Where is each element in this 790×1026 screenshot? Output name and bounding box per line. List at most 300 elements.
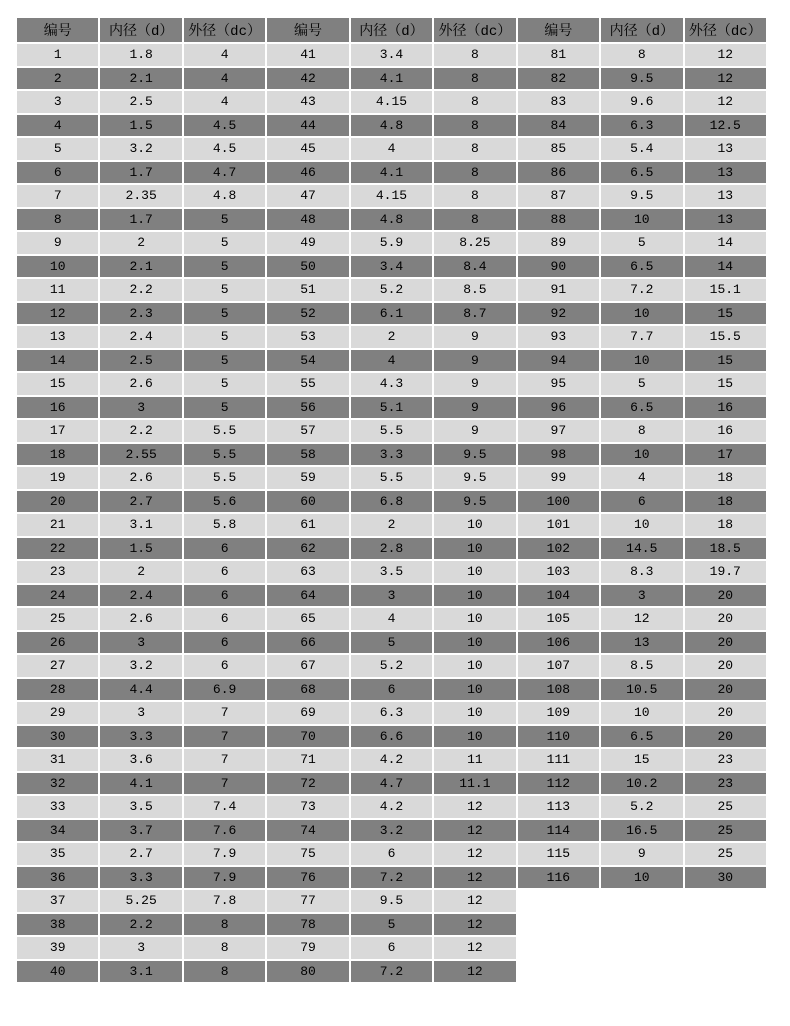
row-number-cell: 85 [518,138,599,160]
outer-diameter-cell: 8.4 [434,256,515,278]
outer-diameter-cell: 6 [184,585,265,607]
row-number-cell: 26 [17,632,98,654]
inner-diameter-cell: 3.5 [100,796,181,818]
inner-diameter-cell: 9.5 [351,890,432,912]
row-number-cell: 106 [518,632,599,654]
row-number-cell: 57 [267,420,348,442]
row-number-cell: 116 [518,867,599,889]
row-number-cell: 67 [267,655,348,677]
inner-diameter-cell: 5.2 [351,655,432,677]
table-row [17,303,766,325]
inner-diameter-cell: 3.2 [100,655,181,677]
outer-diameter-cell: 19.7 [685,561,767,583]
row-number-cell: 113 [518,796,599,818]
row-number-cell: 1 [17,44,98,66]
inner-diameter-cell: 2 [351,326,432,348]
outer-diameter-cell: 9.5 [434,491,515,513]
outer-diameter-cell: 12 [434,914,515,936]
outer-diameter-cell: 5.8 [184,514,265,536]
row-number-cell: 60 [267,491,348,513]
outer-diameter-cell: 11.1 [434,773,515,795]
inner-diameter-cell: 4 [351,350,432,372]
row-number-cell: 75 [267,843,348,865]
row-number-cell: 95 [518,373,599,395]
row-number-cell: 68 [267,679,348,701]
outer-diameter-cell: 9 [434,397,515,419]
inner-diameter-cell: 3.6 [100,749,181,771]
inner-diameter-cell: 4.8 [351,209,432,231]
col-header-inner-diameter-3: 内径（d） [601,18,682,42]
row-number-cell: 48 [267,209,348,231]
outer-diameter-cell: 8 [434,162,515,184]
inner-diameter-cell: 8.3 [601,561,682,583]
row-number-cell: 104 [518,585,599,607]
inner-diameter-cell: 5.5 [351,420,432,442]
inner-diameter-cell: 2.55 [100,444,181,466]
inner-diameter-cell: 16.5 [601,820,682,842]
row-number-cell: 70 [267,726,348,748]
outer-diameter-cell: 4 [184,68,265,90]
outer-diameter-cell: 8 [434,138,515,160]
outer-diameter-cell: 8.7 [434,303,515,325]
outer-diameter-cell: 4.7 [184,162,265,184]
table-row [17,702,766,724]
outer-diameter-cell: 18 [685,467,767,489]
row-number-cell: 14 [17,350,98,372]
outer-diameter-cell: 12 [434,937,515,959]
col-header-inner-diameter-2: 内径（d） [351,18,432,42]
inner-diameter-cell: 6.3 [601,115,682,137]
inner-diameter-cell: 3.5 [351,561,432,583]
row-number-cell: 79 [267,937,348,959]
inner-diameter-cell: 10 [601,444,682,466]
table-row [17,373,766,395]
outer-diameter-cell: 7 [184,749,265,771]
outer-diameter-cell: 20 [685,679,767,701]
outer-diameter-cell: 4 [184,91,265,113]
inner-diameter-cell: 2.7 [100,491,181,513]
outer-diameter-cell: 4.5 [184,115,265,137]
table-row [17,726,766,748]
inner-diameter-cell: 4.3 [351,373,432,395]
table-row [17,514,766,536]
outer-diameter-cell: 7.9 [184,867,265,889]
col-header-number-3: 编号 [518,18,599,42]
outer-diameter-cell: 17 [685,444,767,466]
table-row [17,68,766,90]
outer-diameter-cell: 5 [184,209,265,231]
row-number-cell: 39 [17,937,98,959]
row-number-cell: 81 [518,44,599,66]
row-number-cell: 76 [267,867,348,889]
col-header-number-2: 编号 [267,18,348,42]
outer-diameter-cell: 10 [434,632,515,654]
outer-diameter-cell: 6 [184,632,265,654]
row-number-cell: 21 [17,514,98,536]
outer-diameter-cell: 12 [434,890,515,912]
outer-diameter-cell: 25 [685,796,767,818]
table-row [17,538,766,560]
inner-diameter-cell: 1.7 [100,209,181,231]
outer-diameter-cell: 5.5 [184,420,265,442]
table-row [17,91,766,113]
outer-diameter-cell: 9 [434,373,515,395]
outer-diameter-cell: 7.6 [184,820,265,842]
outer-diameter-cell: 23 [685,773,767,795]
col-header-outer-diameter-1: 外径（dc） [184,18,265,42]
outer-diameter-cell: 20 [685,726,767,748]
inner-diameter-cell: 3 [100,937,181,959]
outer-diameter-cell: 13 [685,138,767,160]
inner-diameter-cell: 2.2 [100,279,181,301]
inner-diameter-cell: 4.4 [100,679,181,701]
row-number-cell: 33 [17,796,98,818]
col-header-outer-diameter-2: 外径（dc） [434,18,515,42]
outer-diameter-cell: 12 [434,796,515,818]
inner-diameter-cell: 5 [601,232,682,254]
outer-diameter-cell: 5.5 [184,444,265,466]
row-number-cell: 66 [267,632,348,654]
inner-diameter-cell: 3.7 [100,820,181,842]
outer-diameter-cell: 16 [685,397,767,419]
outer-diameter-cell: 15.1 [685,279,767,301]
table-row [17,843,766,865]
outer-diameter-cell: 30 [685,867,767,889]
row-number-cell: 92 [518,303,599,325]
table-row [17,679,766,701]
row-number-cell: 111 [518,749,599,771]
row-number-cell: 46 [267,162,348,184]
size-table [15,16,768,984]
inner-diameter-cell: 7.7 [601,326,682,348]
inner-diameter-cell: 15 [601,749,682,771]
row-number-cell: 65 [267,608,348,630]
inner-diameter-cell: 2.6 [100,608,181,630]
row-number-cell: 44 [267,115,348,137]
inner-diameter-cell: 7.2 [601,279,682,301]
inner-diameter-cell: 3.1 [100,514,181,536]
inner-diameter-cell: 5 [351,914,432,936]
outer-diameter-cell: 8 [184,961,265,983]
outer-diameter-cell: 10 [434,561,515,583]
inner-diameter-cell: 2.2 [100,420,181,442]
table-row [17,162,766,184]
outer-diameter-cell: 16 [685,420,767,442]
inner-diameter-cell: 12 [601,608,682,630]
row-number-cell: 115 [518,843,599,865]
inner-diameter-cell: 2.4 [100,326,181,348]
outer-diameter-cell: 18.5 [685,538,767,560]
row-number-cell: 108 [518,679,599,701]
outer-diameter-cell: 25 [685,843,767,865]
outer-diameter-cell: 6 [184,538,265,560]
outer-diameter-cell: 7 [184,702,265,724]
outer-diameter-cell: 14 [685,232,767,254]
inner-diameter-cell: 5 [601,373,682,395]
outer-diameter-cell: 9.5 [434,467,515,489]
row-number-cell: 2 [17,68,98,90]
inner-diameter-cell: 7.2 [351,961,432,983]
inner-diameter-cell: 4.2 [351,749,432,771]
row-number-cell: 24 [17,585,98,607]
row-number-cell: 7 [17,185,98,207]
row-number-cell: 98 [518,444,599,466]
inner-diameter-cell: 10 [601,514,682,536]
row-number-cell: 73 [267,796,348,818]
inner-diameter-cell: 3.4 [351,44,432,66]
inner-diameter-cell: 6.1 [351,303,432,325]
outer-diameter-cell: 13 [685,209,767,231]
outer-diameter-cell: 15 [685,303,767,325]
empty-cell [518,890,599,912]
inner-diameter-cell: 2.35 [100,185,181,207]
table-body [17,44,766,982]
inner-diameter-cell: 10 [601,350,682,372]
outer-diameter-cell: 12 [434,961,515,983]
outer-diameter-cell: 8 [184,937,265,959]
inner-diameter-cell: 2.6 [100,467,181,489]
row-number-cell: 25 [17,608,98,630]
outer-diameter-cell: 8 [434,68,515,90]
inner-diameter-cell: 2.5 [100,350,181,372]
outer-diameter-cell: 12 [685,44,767,66]
inner-diameter-cell: 9.5 [601,68,682,90]
table-row [17,608,766,630]
outer-diameter-cell: 10 [434,726,515,748]
outer-diameter-cell: 8.25 [434,232,515,254]
table-row [17,138,766,160]
row-number-cell: 37 [17,890,98,912]
row-number-cell: 34 [17,820,98,842]
table-row [17,937,766,959]
table-row [17,820,766,842]
empty-cell [685,961,767,983]
empty-cell [518,961,599,983]
table-row [17,420,766,442]
table-row [17,279,766,301]
row-number-cell: 55 [267,373,348,395]
row-number-cell: 69 [267,702,348,724]
outer-diameter-cell: 8.5 [434,279,515,301]
table-row [17,209,766,231]
inner-diameter-cell: 3.3 [351,444,432,466]
row-number-cell: 40 [17,961,98,983]
row-number-cell: 3 [17,91,98,113]
row-number-cell: 90 [518,256,599,278]
row-number-cell: 54 [267,350,348,372]
outer-diameter-cell: 9 [434,350,515,372]
outer-diameter-cell: 10 [434,679,515,701]
outer-diameter-cell: 12 [434,843,515,865]
inner-diameter-cell: 5 [351,632,432,654]
row-number-cell: 41 [267,44,348,66]
outer-diameter-cell: 5 [184,303,265,325]
row-number-cell: 84 [518,115,599,137]
row-number-cell: 36 [17,867,98,889]
row-number-cell: 112 [518,773,599,795]
outer-diameter-cell: 12 [434,820,515,842]
outer-diameter-cell: 20 [685,702,767,724]
outer-diameter-cell: 10 [434,655,515,677]
inner-diameter-cell: 10 [601,702,682,724]
row-number-cell: 62 [267,538,348,560]
row-number-cell: 77 [267,890,348,912]
outer-diameter-cell: 8 [184,914,265,936]
row-number-cell: 31 [17,749,98,771]
col-header-inner-diameter-1: 内径（d） [100,18,181,42]
outer-diameter-cell: 10 [434,702,515,724]
table-row [17,867,766,889]
row-number-cell: 18 [17,444,98,466]
outer-diameter-cell: 8 [434,115,515,137]
inner-diameter-cell: 14.5 [601,538,682,560]
row-number-cell: 45 [267,138,348,160]
inner-diameter-cell: 2.4 [100,585,181,607]
row-number-cell: 86 [518,162,599,184]
inner-diameter-cell: 6.8 [351,491,432,513]
empty-cell [685,890,767,912]
empty-cell [601,961,682,983]
outer-diameter-cell: 14 [685,256,767,278]
row-number-cell: 105 [518,608,599,630]
row-number-cell: 83 [518,91,599,113]
row-number-cell: 80 [267,961,348,983]
inner-diameter-cell: 2.5 [100,91,181,113]
outer-diameter-cell: 9 [434,326,515,348]
inner-diameter-cell: 3.3 [100,726,181,748]
inner-diameter-cell: 4.1 [351,68,432,90]
outer-diameter-cell: 6.9 [184,679,265,701]
row-number-cell: 82 [518,68,599,90]
inner-diameter-cell: 8 [601,44,682,66]
table-row [17,467,766,489]
table-row [17,350,766,372]
empty-cell [601,914,682,936]
row-number-cell: 103 [518,561,599,583]
inner-diameter-cell: 3 [100,702,181,724]
row-number-cell: 27 [17,655,98,677]
inner-diameter-cell: 2.2 [100,914,181,936]
row-number-cell: 56 [267,397,348,419]
outer-diameter-cell: 10 [434,514,515,536]
row-number-cell: 89 [518,232,599,254]
row-number-cell: 63 [267,561,348,583]
table-row [17,256,766,278]
outer-diameter-cell: 9.5 [434,444,515,466]
row-number-cell: 22 [17,538,98,560]
inner-diameter-cell: 7.2 [351,867,432,889]
inner-diameter-cell: 1.5 [100,115,181,137]
row-number-cell: 53 [267,326,348,348]
table-row [17,796,766,818]
row-number-cell: 59 [267,467,348,489]
inner-diameter-cell: 5.5 [351,467,432,489]
outer-diameter-cell: 5 [184,232,265,254]
row-number-cell: 16 [17,397,98,419]
outer-diameter-cell: 12 [685,91,767,113]
row-number-cell: 50 [267,256,348,278]
row-number-cell: 9 [17,232,98,254]
outer-diameter-cell: 4 [184,44,265,66]
outer-diameter-cell: 10 [434,538,515,560]
inner-diameter-cell: 8.5 [601,655,682,677]
row-number-cell: 35 [17,843,98,865]
outer-diameter-cell: 8 [434,185,515,207]
row-number-cell: 6 [17,162,98,184]
inner-diameter-cell: 6 [351,679,432,701]
inner-diameter-cell: 5.9 [351,232,432,254]
outer-diameter-cell: 15 [685,373,767,395]
inner-diameter-cell: 1.8 [100,44,181,66]
row-number-cell: 32 [17,773,98,795]
inner-diameter-cell: 2.7 [100,843,181,865]
row-number-cell: 71 [267,749,348,771]
inner-diameter-cell: 6.5 [601,397,682,419]
outer-diameter-cell: 8 [434,91,515,113]
outer-diameter-cell: 6 [184,561,265,583]
row-number-cell: 93 [518,326,599,348]
inner-diameter-cell: 3 [351,585,432,607]
inner-diameter-cell: 10 [601,209,682,231]
row-number-cell: 5 [17,138,98,160]
outer-diameter-cell: 5.5 [184,467,265,489]
outer-diameter-cell: 13 [685,162,767,184]
outer-diameter-cell: 8 [434,44,515,66]
inner-diameter-cell: 10.2 [601,773,682,795]
outer-diameter-cell: 4.8 [184,185,265,207]
row-number-cell: 72 [267,773,348,795]
empty-cell [518,937,599,959]
inner-diameter-cell: 10 [601,867,682,889]
outer-diameter-cell: 10 [434,608,515,630]
inner-diameter-cell: 4.2 [351,796,432,818]
empty-cell [601,937,682,959]
outer-diameter-cell: 5.6 [184,491,265,513]
row-number-cell: 15 [17,373,98,395]
col-header-outer-diameter-3: 外径（dc） [685,18,767,42]
row-number-cell: 30 [17,726,98,748]
inner-diameter-cell: 10 [601,303,682,325]
inner-diameter-cell: 5.2 [351,279,432,301]
empty-cell [685,937,767,959]
table-row [17,232,766,254]
outer-diameter-cell: 7 [184,773,265,795]
row-number-cell: 109 [518,702,599,724]
outer-diameter-cell: 18 [685,514,767,536]
row-number-cell: 12 [17,303,98,325]
table-row [17,914,766,936]
inner-diameter-cell: 3.2 [351,820,432,842]
inner-diameter-cell: 4 [351,138,432,160]
outer-diameter-cell: 15 [685,350,767,372]
outer-diameter-cell: 5 [184,373,265,395]
table-row [17,44,766,66]
outer-diameter-cell: 11 [434,749,515,771]
row-number-cell: 88 [518,209,599,231]
row-number-cell: 51 [267,279,348,301]
inner-diameter-cell: 3 [100,632,181,654]
row-number-cell: 52 [267,303,348,325]
inner-diameter-cell: 5.1 [351,397,432,419]
inner-diameter-cell: 3 [100,397,181,419]
row-number-cell: 107 [518,655,599,677]
inner-diameter-cell: 3.2 [100,138,181,160]
inner-diameter-cell: 3.1 [100,961,181,983]
table-row [17,655,766,677]
outer-diameter-cell: 10 [434,585,515,607]
inner-diameter-cell: 5.4 [601,138,682,160]
inner-diameter-cell: 2.1 [100,68,181,90]
